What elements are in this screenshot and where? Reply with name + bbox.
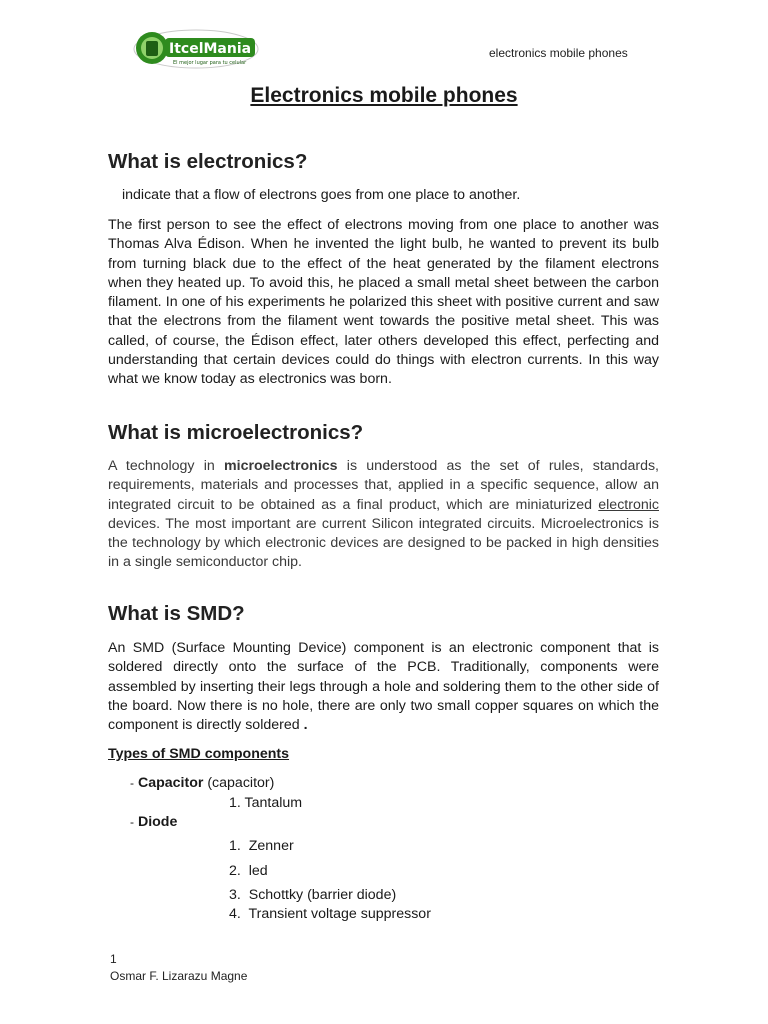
footer-author: Osmar F. Lizarazu Magne: [110, 969, 248, 983]
smd-body: An SMD (Surface Mounting Device) component is an electronic component that is soldered directly onto the surface of the PCB. Traditionally, components were assembled by inserting their legs through a hole and soldering them to the other side of the board. Now there is no hole, there are only two small copper squares on which the component is directly soldered .: [108, 640, 659, 734]
brand-logo: [133, 29, 259, 69]
logo-brand-text: ItcelMania: [169, 41, 252, 57]
microelectronics-body: A technology in microelectronics is understood as the set of rules, standards, requirements, materials and processes that, applied in a specific sequence, allow an integrated circuit to be obtained as a final product, which are miniaturized electronic devices. The most important are current Silicon integrated circuits. Microelectronics is the technology by which electronic devices are designed to be packed in high densities in a single semiconductor chip.: [108, 458, 659, 571]
page-number: 1: [110, 952, 117, 966]
logo-graphic: [133, 29, 259, 69]
list-item-zenner: 1. Zenner: [229, 838, 294, 854]
list-item-transient: 4. Transient voltage suppressor: [229, 906, 431, 922]
list-item-capacitor: - Capacitor (capacitor): [130, 775, 275, 791]
heading-electronics: What is electronics?: [108, 150, 308, 173]
logo-tagline-text: El mejor lugar para tu celular: [173, 60, 247, 66]
electronics-body: The first person to see the effect of electrons moving from one place to another was Thomas Alva Édison. When he invented the light bulb, he wanted to prevent its bulb from turning black due to the effect of the heat generated by the filament electrons when they heated up. To avoid this, he placed a small metal sheet between the carbon filament. In one of his experiments he polarized this sheet with positive current and saw that the electrons from the filament went towards the positive metal sheet. This was called, of course, the Édison effect, later others developed this effect, perfecting and understanding that certain devices could do things with electron currents. In this way what we know today as electronics was born.: [108, 217, 659, 388]
heading-smd: What is SMD?: [108, 602, 245, 625]
types-heading: Types of SMD components: [108, 746, 290, 762]
list-item-tantalum: 1. Tantalum: [229, 795, 303, 811]
list-item-led: 2. led: [229, 863, 268, 879]
heading-microelectronics: What is microelectronics?: [108, 421, 364, 444]
microelectronics-bold: microelectronics: [224, 458, 338, 474]
list-item-diode: - Diode: [130, 814, 178, 830]
running-header: electronics mobile phones: [489, 46, 628, 60]
electronics-intro: indicate that a flow of electrons goes from one place to another.: [122, 187, 521, 203]
list-item-schottky: 3. Schottky (barrier diode): [229, 887, 397, 903]
document-title: Electronics mobile phones: [250, 84, 518, 107]
electronic-link[interactable]: electronic: [598, 496, 659, 513]
